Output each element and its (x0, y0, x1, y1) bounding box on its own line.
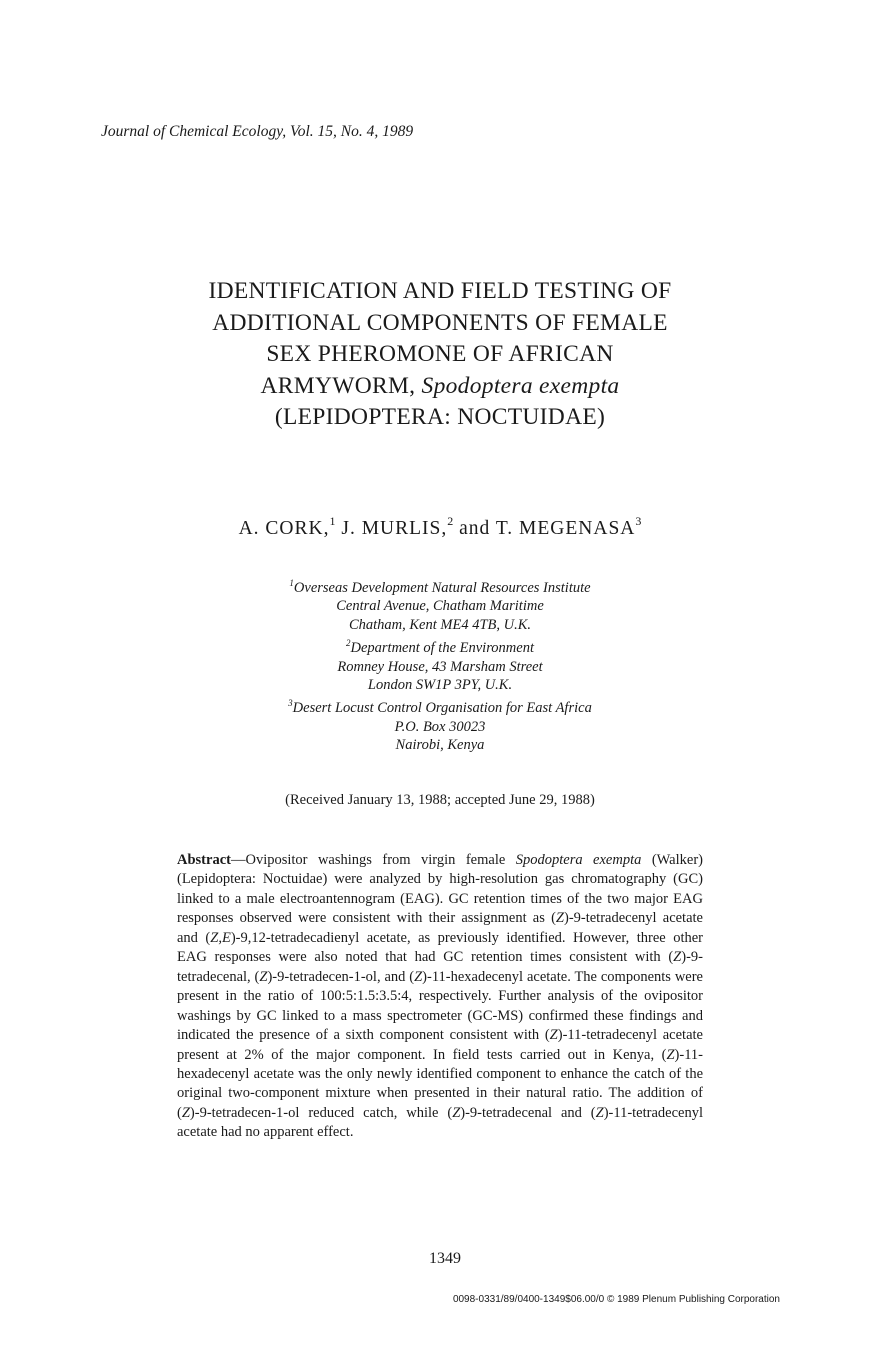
abstract-text: )-9-tetradecen-1-ol, and ( (267, 968, 415, 985)
abstract-label: Abstract (177, 852, 231, 868)
affiliation-2-line-1: $^2$Department of the Environment (346, 638, 534, 657)
abstract-italic: Z,E (210, 929, 231, 946)
title-line-1: IDENTIFICATION AND FIELD TESTING OF (208, 278, 672, 304)
abstract-italic: Z (595, 1104, 604, 1121)
abstract-italic: Z (259, 968, 268, 985)
abstract-italic: Z (666, 1046, 675, 1063)
title-line-4-roman: ARMYWORM, (260, 372, 416, 399)
affiliation-1-line-2: Central Avenue, Chatham Maritime (336, 598, 544, 615)
abstract-text: (Walker) (Lepidoptera: Noctuidae) were analyzed by high-resolution gas chromatography (GC) linked to a male electroantennogram (EAG). GC retention times of the two major EAG responses observed were consistent with their assignment as ( (177, 852, 703, 927)
affiliation-3-line-1: $^3$Desert Locust Control Organisation for East Africa (288, 698, 592, 717)
journal-citation: Journal of Chemical Ecology, Vol. 15, No. 4, 1989 (101, 123, 414, 140)
affiliation-3-line-2: P.O. Box 30023 (394, 718, 486, 735)
author-cork: A. CORK, (238, 518, 330, 539)
title-line-4 (120, 371, 760, 403)
abstract-text: )-9-tetradecenal, ( (177, 949, 703, 985)
affiliation-2-line-2: Romney House, 43 Marsham Street (337, 658, 543, 675)
copyright-footer: 0098-0331/89/0400-1349$06.00/0 © 1989 Plenum Publishing Corporation (452, 1294, 780, 1305)
affiliation-1-line-3: Chatham, Kent ME4 4TB, U.K. (348, 616, 532, 633)
affiliation-2-line-3: London SW1P 3PY, U.K. (367, 677, 513, 694)
received-dates: (Received January 13, 1988; accepted June 29, 1988) (285, 792, 595, 808)
author-conjunction: and (459, 518, 491, 539)
author-list (120, 514, 760, 540)
abstract-text: )-11-tetradecenyl acetate present at 2% of the major component. In field tests carried out in Kenya, ( (177, 1027, 703, 1063)
author-megenasa: T. MEGENASA (495, 518, 636, 539)
abstract (177, 851, 703, 1143)
title-line-2: ADDITIONAL COMPONENTS OF FEMALE (212, 309, 668, 336)
abstract-text: —Ovipositor washings from virgin female (230, 852, 516, 868)
author-cork-affil-sup: 1 (329, 514, 336, 528)
abstract-italic: Z (414, 968, 423, 985)
affiliation-3-sup: 3 (288, 698, 293, 709)
page-number: 1349 (429, 1250, 461, 1267)
abstract-italic: Z (452, 1104, 461, 1121)
abstract-italic: Z (555, 910, 564, 927)
abstract-text: )-9,12-tetradecadienyl acetate, as previously identified. However, three other EAG responses were also noted that had GC retention times consistent with ( (177, 929, 703, 966)
abstract-italic: Z (673, 949, 682, 966)
abstract-text: )-9-tetradecen-1-ol reduced catch, while ( (189, 1104, 453, 1121)
affiliation-2-sup: 2 (346, 638, 351, 649)
abstract-italic: Z (181, 1104, 190, 1121)
author-murlis-affil-sup: 2 (447, 514, 454, 528)
title-line-3: SEX PHEROMONE OF AFRICAN (266, 341, 614, 367)
article-title (120, 276, 760, 434)
abstract-text: )-9-tetradecenyl acetate and ( (177, 910, 703, 946)
affiliation-1-line-1: $^1$Overseas Development Natural Resources Institute (289, 578, 591, 596)
abstract-text: )-9-tetradecenal and ( (460, 1104, 596, 1121)
abstract-text: )-11-hexadecenyl acetate was the only newly identified component to enhance the catch of the original two-component mixture when presented in their natural ratio. The addition of ( (177, 1046, 703, 1121)
affiliation-3-line-3: Nairobi, Kenya (395, 737, 485, 754)
affiliation-1-sup: 1 (289, 578, 294, 588)
abstract-text: )-11-hexadecenyl acetate. The components were present in the ratio of 100:5:1.5:3.5:4, respectively. Further analysis of the ovipositor washings by GC linked to a mass spectrometer (GC-MS) confirmed these findings and indicated the presence of a sixth component consistent with ( (177, 968, 703, 1044)
title-line-5: (LEPIDOPTERA: NOCTUIDAE) (274, 404, 606, 430)
abstract-text: )-11-tetradecenyl acetate had no apparent effect. (177, 1104, 703, 1141)
affiliations (160, 574, 720, 755)
author-murlis: J. MURLIS, (341, 518, 448, 539)
abstract-italic: Z (549, 1027, 558, 1044)
species-name: Spodoptera exempta (421, 372, 620, 399)
abstract-italic: Spodoptera exempta (515, 852, 642, 868)
author-megenasa-affil-sup: 3 (635, 514, 642, 528)
